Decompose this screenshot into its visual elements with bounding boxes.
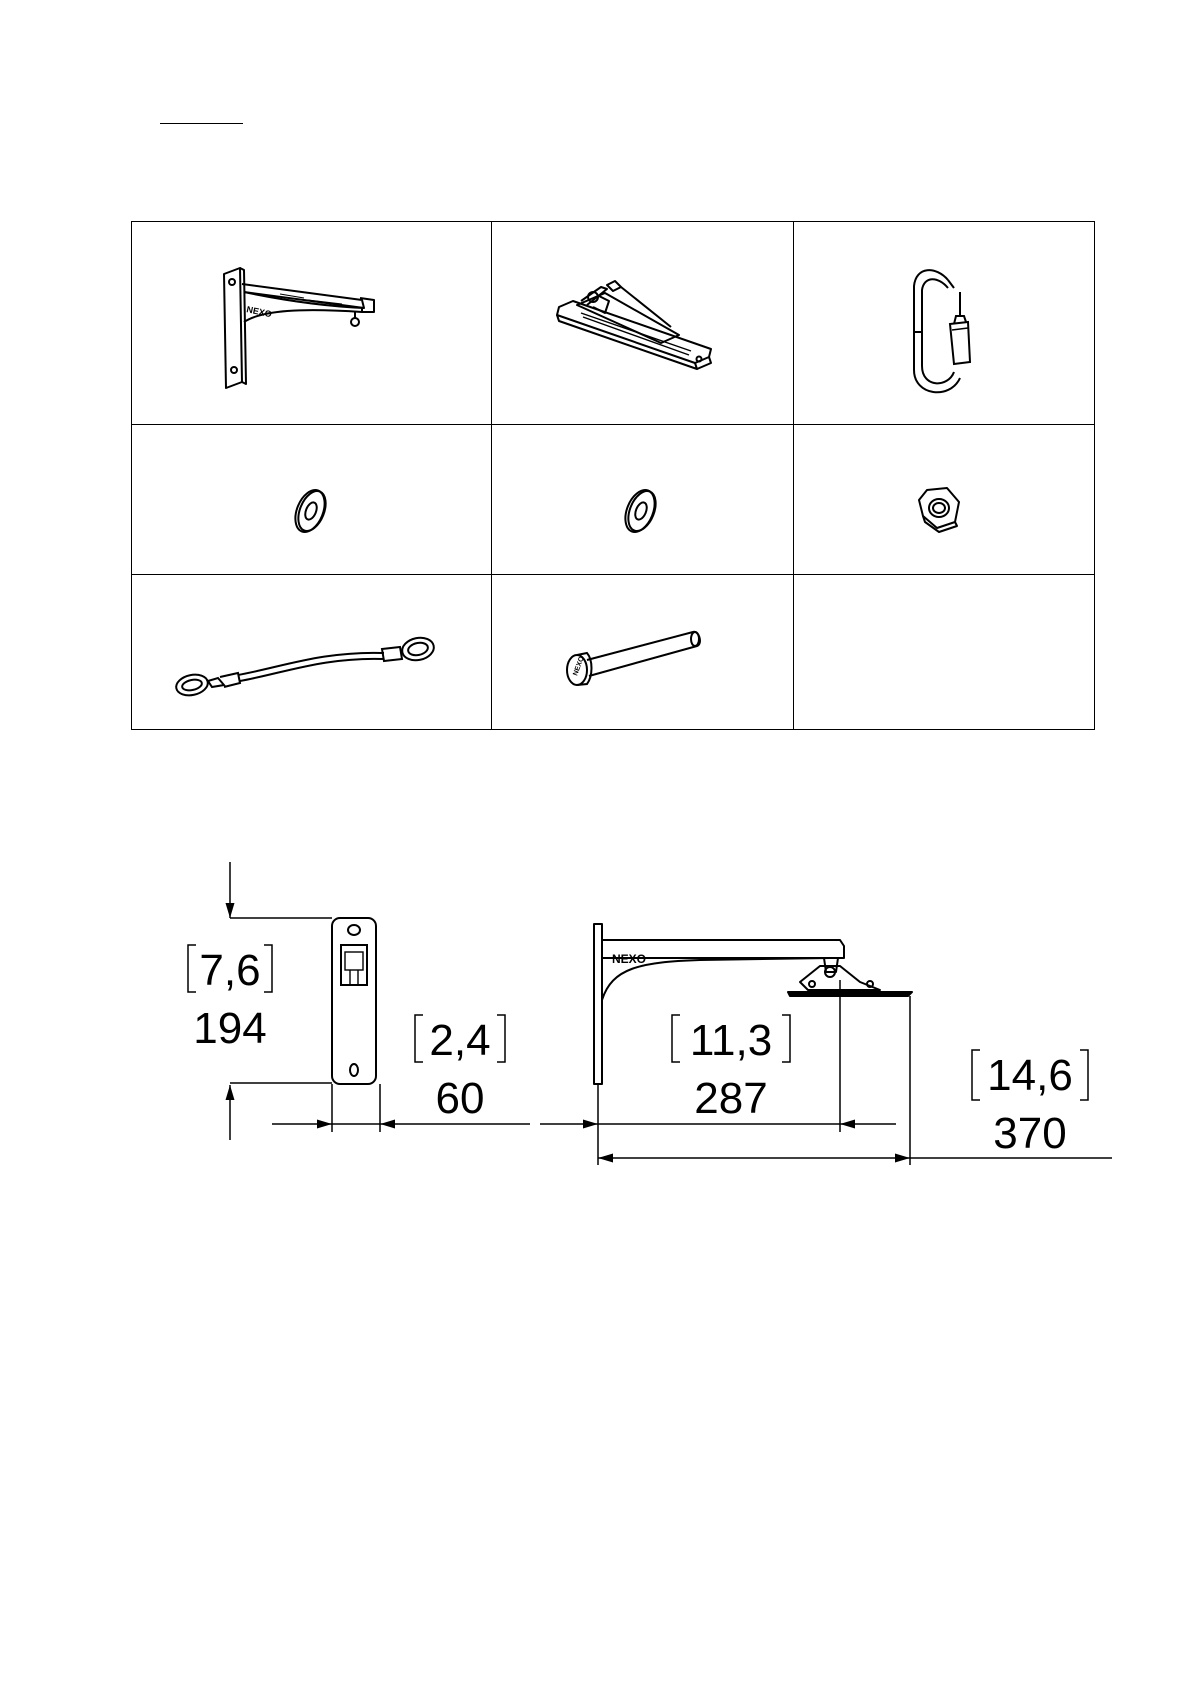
height-inch-value: 7,6 [199, 946, 261, 995]
side-view-logo: NEXO [612, 952, 647, 966]
height-mm-value: 194 [193, 1004, 267, 1053]
depth-inch-value: 2,4 [429, 1016, 491, 1065]
height-dimension-label [188, 945, 272, 1053]
reach-inch-value: 11,3 [689, 1016, 773, 1065]
bracket-logo: NEXO [245, 304, 273, 320]
pin-logo: NEXO [572, 655, 586, 677]
depth-mm-value: 60 [435, 1074, 485, 1123]
reach-mm-value: 287 [694, 1074, 768, 1123]
overall-inch-value: 14,6 [987, 1051, 1073, 1100]
overall-mm-value: 370 [993, 1109, 1067, 1158]
front-view-plate [332, 918, 376, 1084]
depth-dimension-label [415, 1015, 505, 1123]
overall-dimension-label [972, 1050, 1088, 1158]
reach-dimension-label [672, 1015, 790, 1123]
